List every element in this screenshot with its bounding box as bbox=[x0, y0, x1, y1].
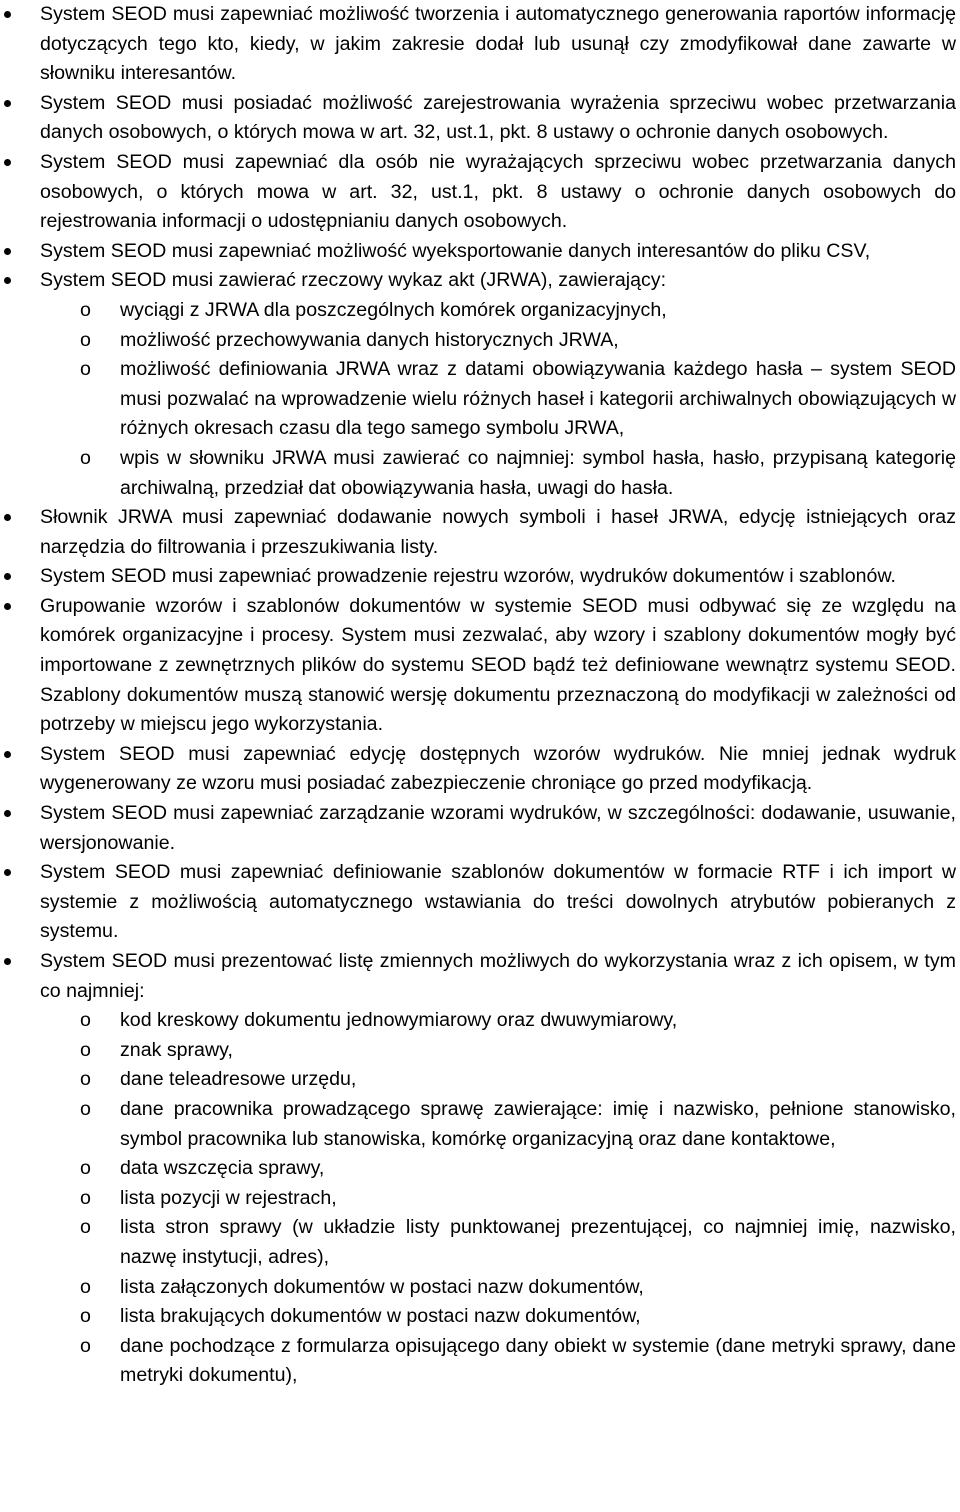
bullet-icon bbox=[4, 810, 11, 817]
sub-list-item bbox=[40, 1095, 956, 1154]
sub-list-item-text: lista brakujących dokumentów w postaci nazw dokumentów, bbox=[120, 1305, 641, 1328]
list-item-text: System SEOD musi zapewniać możliwość tworzenia i automatycznego generowania raportów informację dotyczących tego kto, kiedy, w jakim zakresie dodał lub usunął czy zmodyfikował dane zawarte w słowniku interesantów. bbox=[40, 3, 956, 85]
circle-bullet-icon: o bbox=[80, 358, 91, 381]
bullet-icon bbox=[4, 11, 11, 18]
list-item bbox=[0, 89, 956, 148]
bullet-icon bbox=[4, 751, 11, 758]
sub-list-item bbox=[40, 326, 956, 356]
sub-list-item bbox=[40, 1273, 956, 1303]
list-item-text: System SEOD musi zapewniać możliwość wyeksportowanie danych interesantów do pliku CSV, bbox=[40, 239, 871, 262]
list-item-text: System SEOD musi zapewniać definiowanie szablonów dokumentów w formacie RTF i ich import w systemie z możliwością automatycznego wstawiania do treści dowolnych atrybutów pobieranych z systemu. bbox=[40, 861, 956, 943]
list-item-text: System SEOD musi zapewniać zarządzanie wzorami wydruków, w szczególności: dodawanie, usuwanie, wersjonowanie. bbox=[40, 802, 956, 854]
list-item-text: System SEOD musi prezentować listę zmiennych możliwych do wykorzystania wraz z ich opisem, w tym co najmniej: bbox=[40, 950, 956, 1002]
bullet-icon bbox=[4, 869, 11, 876]
sub-list-item bbox=[40, 1184, 956, 1214]
sub-list bbox=[40, 296, 956, 503]
list-item-text: System SEOD musi zapewniać dla osób nie wyrażających sprzeciwu wobec przetwarzania danych osobowych, o których mowa w art. 32, ust.1, pkt. 8 ustawy o ochronie danych osobowych do rejestrowania informacji o udostępnianiu danych osobowych. bbox=[40, 150, 956, 233]
list-item-text: System SEOD musi posiadać możliwość zarejestrowania wyrażenia sprzeciwu wobec przetwarzania danych osobowych, o których mowa w art. 32, ust.1, pkt. 8 ustawy o ochronie danych osobowych. bbox=[40, 91, 956, 144]
circle-bullet-icon: o bbox=[80, 1334, 91, 1357]
bullet-icon bbox=[4, 603, 11, 610]
sub-list-item-text: lista załączonych dokumentów w postaci nazw dokumentów, bbox=[120, 1275, 644, 1298]
sub-list-item-text: lista stron sprawy (w układzie listy punktowanej prezentującej, co najmniej imię, nazwisko, nazwę instytucji, adres), bbox=[120, 1216, 956, 1268]
bullet-icon bbox=[4, 100, 11, 107]
list-item bbox=[0, 799, 956, 858]
sub-list-item-text: dane pochodzące z formularza opisującego dany obiekt w systemie (dane metryki sprawy, dane metryki dokumentu), bbox=[120, 1334, 956, 1387]
list-item bbox=[0, 266, 956, 503]
bullet-icon bbox=[4, 248, 11, 255]
list-item-text: System SEOD musi zawierać rzeczowy wykaz akt (JRWA), zawierający: bbox=[40, 269, 667, 292]
circle-bullet-icon: o bbox=[80, 298, 91, 321]
circle-bullet-icon: o bbox=[80, 1216, 91, 1239]
sub-list-item-text: dane teleadresowe urzędu, bbox=[120, 1068, 357, 1091]
list-item-text: System SEOD musi zapewniać prowadzenie rejestru wzorów, wydruków dokumentów i szablonów. bbox=[40, 565, 896, 588]
sub-list-item bbox=[40, 444, 956, 503]
sub-list-item bbox=[40, 355, 956, 444]
circle-bullet-icon: o bbox=[80, 1068, 91, 1091]
sub-list-item bbox=[40, 1006, 956, 1036]
sub-list-item bbox=[40, 1065, 956, 1095]
circle-bullet-icon: o bbox=[80, 1157, 91, 1180]
list-item bbox=[0, 0, 956, 89]
circle-bullet-icon: o bbox=[80, 1097, 91, 1120]
bullet-icon bbox=[4, 514, 11, 521]
sub-list-item-text: wpis w słowniku JRWA musi zawierać co najmniej: symbol hasła, hasło, przypisaną kategorię archiwalną, przedział dat obowiązywania hasła, uwagi do hasła. bbox=[120, 446, 956, 499]
sub-list-item-text: data wszczęcia sprawy, bbox=[120, 1157, 325, 1180]
list-item bbox=[0, 237, 956, 267]
circle-bullet-icon: o bbox=[80, 1275, 91, 1298]
sub-list-item bbox=[40, 1154, 956, 1184]
sub-list-item-text: lista pozycji w rejestrach, bbox=[120, 1186, 337, 1209]
sub-list-item-text: dane pracownika prowadzącego sprawę zawierające: imię i nazwisko, pełnione stanowisko, symbol pracownika lub stanowiska, komórkę organizacyjną oraz dane kontaktowe, bbox=[120, 1097, 956, 1150]
circle-bullet-icon: o bbox=[80, 328, 91, 351]
bullet-icon bbox=[4, 573, 11, 580]
list-item-text: Grupowanie wzorów i szablonów dokumentów w systemie SEOD musi odbywać się ze względu na komórek organizacyjne i procesy. System musi zezwalać, aby wzory i szablony dokumentów mogły być importowane z zewnętrznych plików do systemu SEOD bądź też definiowane wewnątrz systemu SEOD. Szablony dokumentów muszą stanowić wersję dokumentu przeznaczoną do modyfikacji w zależności od potrzeby w miejscu jego wykorzystania. bbox=[40, 594, 956, 736]
list-item bbox=[0, 562, 956, 592]
list-item-text: Słownik JRWA musi zapewniać dodawanie nowych symboli i haseł JRWA, edycję istniejących oraz narzędzia do filtrowania i przeszukiwania listy. bbox=[40, 506, 956, 558]
sub-list-item bbox=[40, 1332, 956, 1391]
sub-list bbox=[40, 1006, 956, 1391]
sub-list-item-text: znak sprawy, bbox=[120, 1038, 233, 1061]
list-item bbox=[0, 858, 956, 947]
circle-bullet-icon: o bbox=[80, 1186, 91, 1209]
sub-list-item bbox=[40, 1036, 956, 1066]
sub-list-item bbox=[40, 1302, 956, 1332]
list-item bbox=[0, 503, 956, 562]
list-item bbox=[0, 947, 956, 1391]
sub-list-item bbox=[40, 296, 956, 326]
bullet-icon bbox=[4, 958, 11, 965]
sub-list-item bbox=[40, 1213, 956, 1272]
circle-bullet-icon: o bbox=[80, 1038, 91, 1061]
list-item bbox=[0, 592, 956, 740]
list-item-text: System SEOD musi zapewniać edycję dostępnych wzorów wydruków. Nie mniej jednak wydruk wygenerowany ze wzoru musi posiadać zabezpieczenie chroniące go przed modyfikacją. bbox=[40, 742, 956, 795]
sub-list-item-text: możliwość przechowywania danych historycznych JRWA, bbox=[120, 328, 619, 351]
list-item bbox=[0, 148, 956, 237]
sub-list-item-text: wyciągi z JRWA dla poszczególnych komórek organizacyjnych, bbox=[120, 298, 667, 321]
sub-list-item-text: możliwość definiowania JRWA wraz z datami obowiązywania każdego hasła – system SEOD musi pozwalać na wprowadzenie wielu różnych haseł i kategorii archiwalnych obowiązujących w różnych okresach czasu dla tego samego symbolu JRWA, bbox=[120, 358, 956, 440]
bullet-icon bbox=[4, 277, 11, 284]
circle-bullet-icon: o bbox=[80, 1009, 91, 1032]
circle-bullet-icon: o bbox=[80, 446, 91, 469]
circle-bullet-icon: o bbox=[80, 1305, 91, 1328]
bullet-icon bbox=[4, 159, 11, 166]
list-item bbox=[0, 740, 956, 799]
sub-list-item-text: kod kreskowy dokumentu jednowymiarowy oraz dwuwymiarowy, bbox=[120, 1009, 678, 1032]
